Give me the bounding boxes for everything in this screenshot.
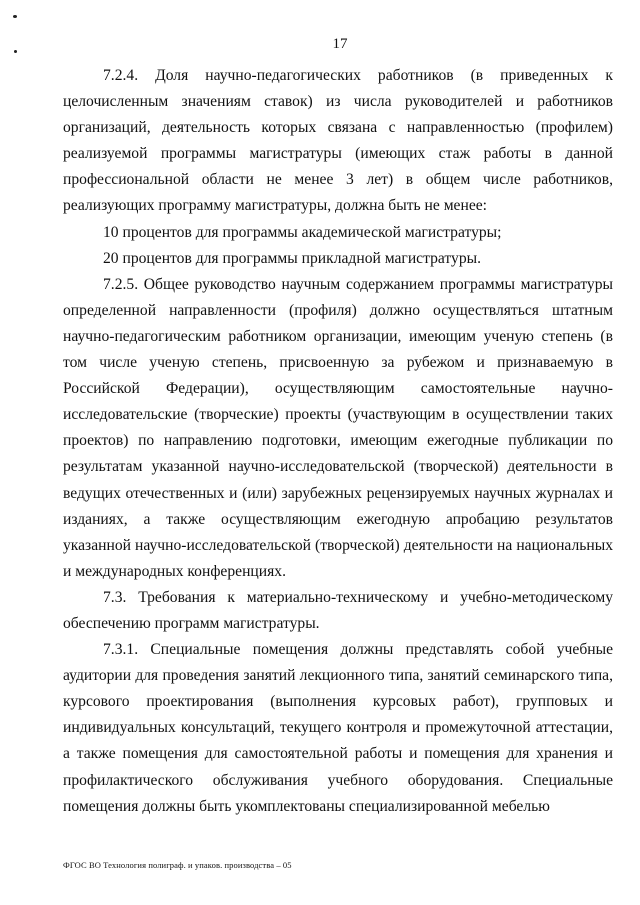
paragraph-text: 10 процентов для программы академической магистратуры; [103, 223, 502, 241]
document-body [63, 63, 613, 820]
page-number: 17 [332, 36, 348, 52]
paragraph-text: Общее руководство научным содержанием программы магистратуры определенной направленности (профиля) должно осуществляться штатным научно-педагогическим работником организации, имеющим ученую степень (в том числе ученую степень, присвоенную за рубежом и признаваемую в Российской Федерации), осуществляющим самостоятельные научно-исследовательские (творческие) проекты (участвующим в осуществлении таких проектов) по направлению подготовки, имеющим ежегодные публикации по результатам указанной научно-исследовательской (творческой) деятельности в ведущих отечественных и (или) зарубежных рецензируемых научных журналах и изданиях, а также осуществляющим ежегодную апробацию результатов указанной научно-исследовательской (творческой) деятельности на национальных и международных конференциях. [63, 275, 614, 580]
clause-number: 7.2.5. [103, 275, 139, 293]
footer-document-code: ФГОС ВО Технология полиграф. и упаков. производства – 05 [63, 860, 292, 870]
paragraph-7-2-4 [63, 63, 613, 220]
paragraph-7-3-1 [63, 637, 613, 820]
paragraph-text: 20 процентов для программы прикладной магистратуры. [103, 249, 481, 267]
clause-number: 7.3.1. [103, 641, 139, 659]
paragraph-academic-share [63, 220, 613, 246]
clause-number: 7.2.4. [103, 67, 139, 84]
paragraph-text: Специальные помещения должны представлять собой учебные аудитории для проведения занятий лекционного типа, занятий семинарского типа, курсового проектирования (выполнения курсовых работ), групповых и индивидуальных консультаций, текущего контроля и промежуточной аттестации, а также помещения для самостоятельной работы и помещения для хранения и профилактического обслуживания учебного оборудования. Специальные помещения должны быть укомплектованы специализированной мебелью [63, 641, 613, 815]
paragraph-applied-share [63, 246, 613, 272]
paragraph-text: Требования к материально-техническому и учебно-методическому обеспечению программ магистратуры. [63, 588, 613, 632]
paragraph-text: Доля научно-педагогических работников (в приведенных к целочисленным значениям ставок) из числа руководителей и работников организаций, деятельность которых связана с направленностью (профилем) реализуемой программы магистратуры (имеющих стаж работы в данной профессиональной области не менее 3 лет) в общем числе работников, реализующих программу магистратуры, должна быть не менее: [63, 67, 613, 215]
clause-number: 7.3. [103, 588, 127, 606]
paragraph-7-2-5 [63, 272, 613, 585]
paragraph-7-3 [63, 585, 613, 637]
scan-artifact-dot [13, 15, 17, 18]
